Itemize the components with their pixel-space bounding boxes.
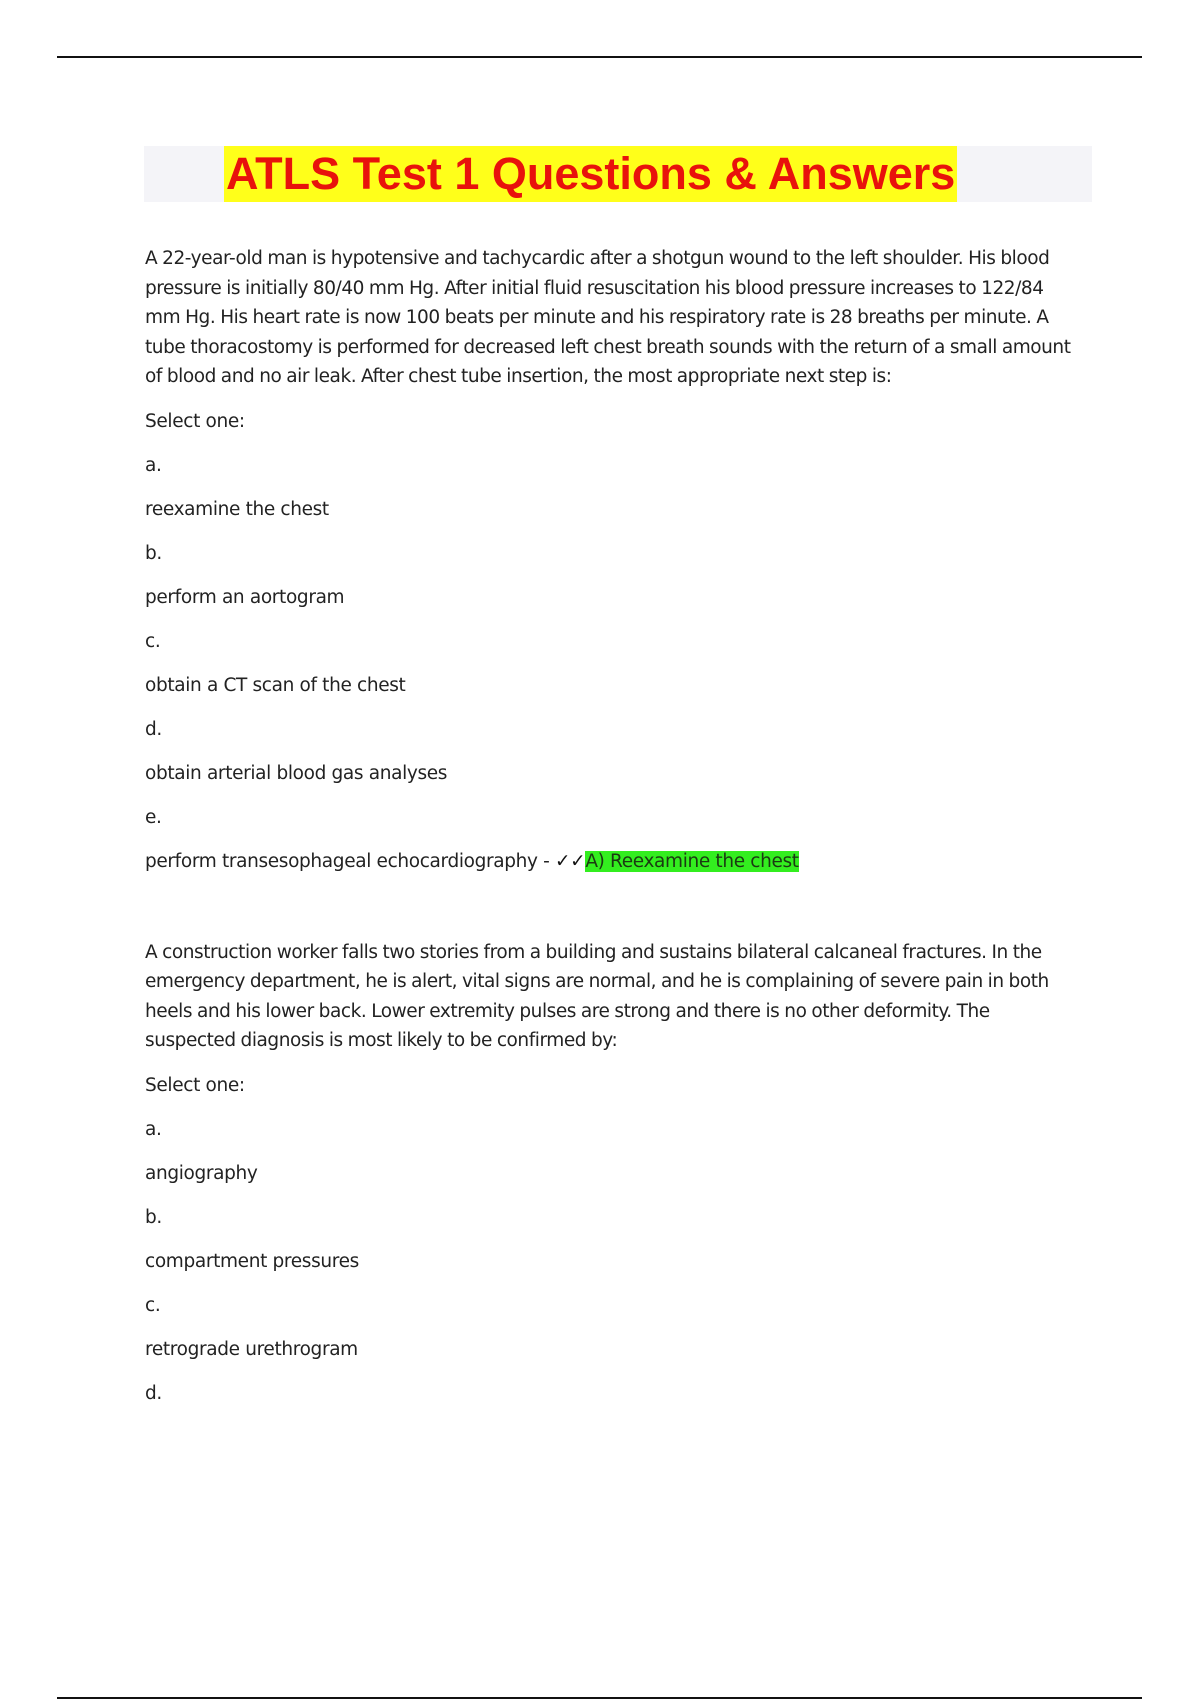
option-text: obtain a CT scan of the chest (145, 674, 406, 696)
option-letter: e. (145, 806, 162, 828)
option-letter: c. (145, 630, 161, 652)
question-2-stem: A construction worker falls two stories from a building and sustains bilateral calcaneal fractures. In the emergency department, he is alert, vital signs are normal, and he is complaining of severe pain in both heels and his lower back. Lower extremity pulses are strong and there is no other deformity. The suspected diagnosis is most likely to be confirmed by: (145, 941, 1049, 1051)
check-marks: ✓✓ (555, 850, 586, 872)
footer-rule (57, 1697, 1142, 1699)
option-text: compartment pressures (145, 1250, 359, 1272)
option-letter: c. (145, 1294, 161, 1316)
option-text: retrograde urethrogram (145, 1338, 358, 1360)
option-text: reexamine the chest (145, 498, 329, 520)
correct-answer: A) Reexamine the chest (585, 850, 799, 872)
option-with-answer (145, 847, 1080, 876)
option-letter: b. (145, 1206, 162, 1228)
option-text: angiography (145, 1162, 258, 1184)
option-text: perform an aortogram (145, 586, 345, 608)
option-letter: d. (145, 718, 162, 740)
document-body (145, 244, 1080, 1408)
option-letter: a. (145, 454, 162, 476)
question-1-prompt: Select one: (145, 410, 245, 432)
option-letter: a. (145, 1118, 162, 1140)
option-text: obtain arterial blood gas analyses (145, 762, 448, 784)
question-2-prompt: Select one: (145, 1074, 245, 1096)
option-letter: d. (145, 1382, 162, 1404)
question-1-stem: A 22-year-old man is hypotensive and tachycardic after a shotgun wound to the left shoulder. His blood pressure is initially 80/40 mm Hg. After initial fluid resuscitation his blood pressure increases to 122/84 mm Hg. His heart rate is now 100 beats per minute and his respiratory rate is 28 breaths per minute. A tube thoracostomy is performed for decreased left chest breath sounds with the return of a small amount of blood and no air leak. After chest tube insertion, the most appropriate next step is: (145, 248, 1071, 387)
option-text: perform transesophageal echocardiography - (145, 850, 556, 872)
option-letter: b. (145, 542, 162, 564)
header-rule (57, 56, 1142, 58)
document-title: ATLS Test 1 Questions & Answers (224, 146, 957, 202)
